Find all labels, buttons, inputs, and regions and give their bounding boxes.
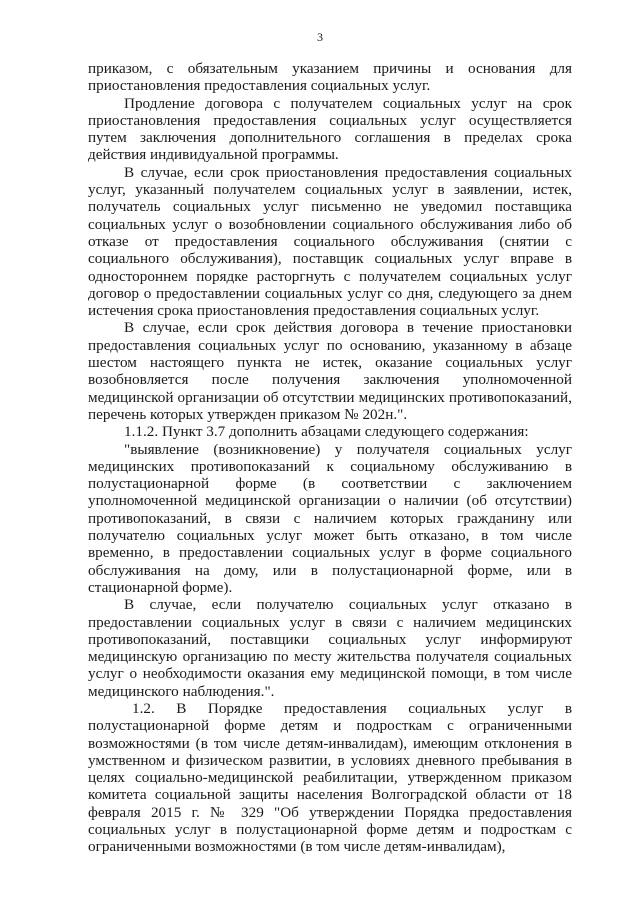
paragraph-suspension-order: приказом, с обязательным указанием причины и основания для приостановления предоставления социальных услуг. [88,60,572,95]
page-number: 3 [317,30,323,44]
paragraph-suspension-expired: В случае, если срок приостановления предоставления социальных услуг, указанный получателем социальных услуг в заявлении, истек, получатель социальных услуг письменно не уведомил поставщика социальных услуг о возобновлении социального обслуживания либо об отказе от предоставления социального обслуживания (снятии с социального обслуживания), поставщик социальных услуг вправе в одностороннем порядке расторгнуть с получателем социальных услуг договор о предоставлении социальных услуг со дня, следующего за днем истечения срока приостановления предоставления социальных услуг. [88,163,572,320]
paragraph-amendment-clause: 1.1.2. Пункт 3.7 дополнить абзацами следующего содержания: [124,423,529,441]
paragraph-refusal-informing: В случае, если получателю социальных услуг отказано в предоставлении социальных услуг в связи с наличием медицинских противопоказаний, поставщики социальных услуг информируют медицинскую организацию по месту жительства получателя социальных услуг о необходимости оказания ему медицинской помощи, в том числе медицинского наблюдения.". [88,596,572,700]
paragraph-contraindications: "выявление (возникновение) у получателя социальных услуг медицинских противопоказаний к социальному обслуживанию в полустационарной форме (в соответствии с заключением уполномоченной медицинской организации о наличии (об отсутствии) противопоказаний, в связи с наличием которых гражданину или получателю социальных услуг может быть отказано, в том числе временно, в предоставлении социальных услуг в форме социального обслуживания на дому, или в полустационарной форме, или в стационарной форме). [88,440,572,596]
paragraph-contract-extension: Продление договора с получателем социальных услуг на срок приостановления предоставления социальных услуг осуществляется путем заключения дополнительного соглашения в пределах срока действия индивидуальной программы. [88,94,572,164]
document-body [88,60,572,856]
paragraph-procedure-1-2: 1.2. В Порядке предоставления социальных услуг в полустационарной форме детям и подросткам с ограниченными возможностями (в том числе детям-инвалидам), имеющим отклонения в умственном и физическом развитии, в условиях дневного пребывания в целях социально-медицинской реабилитации, утвержденном приказом комитета социальной защиты населения Волгоградской области от 18 февраля 2015 г. № 329 "Об утверждении Порядка предоставления социальных услуг в полустационарной форме детям и подросткам с ограниченными возможностями (в том числе детям-инвалидам), [88,699,572,856]
paragraph-contract-validity: В случае, если срок действия договора в течение приостановки предоставления социальных услуг по основанию, указанному в абзаце шестом настоящего пункта не истек, оказание социальных услуг возобновляется после получения заключения уполномоченной медицинской организации об отсутствии медицинских противопоказаний, перечень которых утвержден приказом № 202н.". [88,319,572,423]
